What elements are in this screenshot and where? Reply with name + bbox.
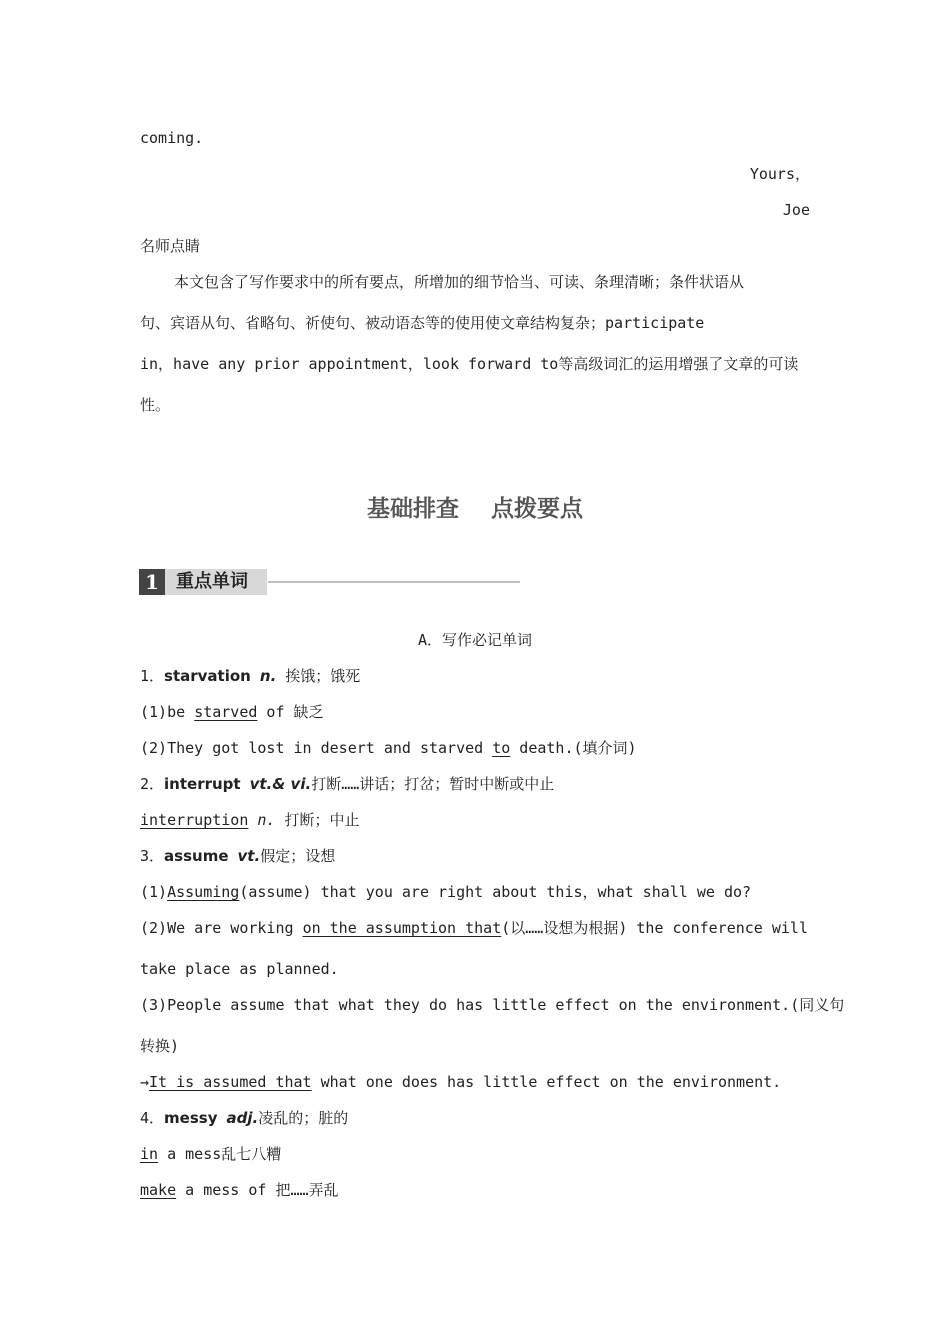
answer-blank: to xyxy=(492,739,511,757)
item-pos: vt.& vi. xyxy=(249,775,312,793)
item-4-phrase-2 xyxy=(140,1180,339,1200)
item-3-sentence-2-cont: take place as planned. xyxy=(140,960,339,978)
item-meaning: 假定；设想 xyxy=(260,847,336,865)
item-pos: n. xyxy=(259,667,277,685)
item-3-sentence-2 xyxy=(140,918,808,938)
comment-title: 名师点睛 xyxy=(140,237,201,255)
item-3-sentence-3: (3)People assume that what they do has little effect on the environment.(同义句 xyxy=(140,996,845,1014)
item-2-derivative xyxy=(140,810,360,830)
heading-label: 重点单词 xyxy=(176,571,248,592)
sentence-text: of 缺乏 xyxy=(257,703,324,721)
item-word: messy xyxy=(164,1109,218,1127)
answer-blank: Assuming xyxy=(167,883,240,901)
letter-signoff: Yours， xyxy=(749,165,810,183)
sentence-text: (assume) that you are right about this，what shall we do? xyxy=(239,883,752,901)
section-title xyxy=(0,490,950,523)
letter-signature: Joe xyxy=(782,201,810,219)
item-pos: adj. xyxy=(226,1109,259,1127)
section-title-left: 基础排查 xyxy=(366,496,459,522)
comment-line-2: 句、宾语从句、省略句、祈使句、被动语态等的使用使文章结构复杂；participate xyxy=(140,314,705,332)
item-meaning: 凌乱的；脏的 xyxy=(258,1109,349,1127)
answer-blank: on the assumption that xyxy=(302,919,502,937)
arrow-icon: → xyxy=(140,1073,150,1091)
answer-blank: starved xyxy=(194,703,258,721)
item-meaning: 挨饿；饿死 xyxy=(276,667,361,685)
item-3-header xyxy=(140,846,335,866)
item-1-sentence-2 xyxy=(140,738,637,758)
item-number: 1． xyxy=(140,667,165,685)
section-title-right: 点拨要点 xyxy=(491,496,583,522)
sentence-text: (1)be xyxy=(140,703,195,721)
answer-blank: interruption xyxy=(140,811,249,829)
item-number: 2． xyxy=(140,775,165,793)
item-pos: n. xyxy=(257,811,276,829)
item-1-header xyxy=(140,666,360,686)
item-meaning: 打断；中止 xyxy=(275,811,360,829)
item-4-phrase-1 xyxy=(140,1144,281,1164)
answer-blank: in xyxy=(140,1145,159,1163)
answer-blank: It is assumed that xyxy=(149,1073,312,1091)
item-pos: vt. xyxy=(237,847,261,865)
sentence-text: (2)We are working xyxy=(140,919,303,937)
item-3-sentence-1 xyxy=(140,882,751,902)
sentence-text: a mess乱七八糟 xyxy=(158,1145,282,1163)
heading-number: 1 xyxy=(139,569,165,595)
item-word: interrupt xyxy=(164,775,241,793)
subsection-title: A．写作必记单词 xyxy=(417,631,533,649)
comment-line-4: 性。 xyxy=(140,396,171,414)
letter-closing-line: coming. xyxy=(140,129,204,147)
sentence-text: (2)They got lost in desert and starved xyxy=(140,739,493,757)
item-number: 3． xyxy=(140,847,165,865)
sentence-text: (以……设想为根据) the conference will xyxy=(501,919,808,937)
item-number: 4． xyxy=(140,1109,165,1127)
answer-blank: make xyxy=(140,1181,177,1199)
sentence-text: death.(填介词) xyxy=(510,739,637,757)
sentence-text: what one does has little effect on the environment. xyxy=(311,1073,782,1091)
item-meaning: 打断……讲话；打岔；暂时中断或中止 xyxy=(311,775,555,793)
item-4-header xyxy=(140,1108,348,1128)
heading-rule xyxy=(268,581,520,583)
item-3-sentence-3-cont: 转换) xyxy=(140,1037,180,1055)
comment-line-3: in，have any prior appointment，look forward to等高级词汇的运用增强了文章的可读 xyxy=(140,355,799,373)
item-word: assume xyxy=(164,847,229,865)
sentence-text: a mess of 把……弄乱 xyxy=(176,1181,339,1199)
item-2-header xyxy=(140,774,554,794)
item-3-rewrite xyxy=(140,1072,781,1092)
item-word: starvation xyxy=(164,667,251,685)
sentence-text: (1) xyxy=(140,883,168,901)
item-1-sentence-1 xyxy=(140,702,324,722)
comment-line-1: 本文包含了写作要求中的所有要点，所增加的细节恰当、可读、条理清晰；条件状语从 xyxy=(174,273,745,291)
